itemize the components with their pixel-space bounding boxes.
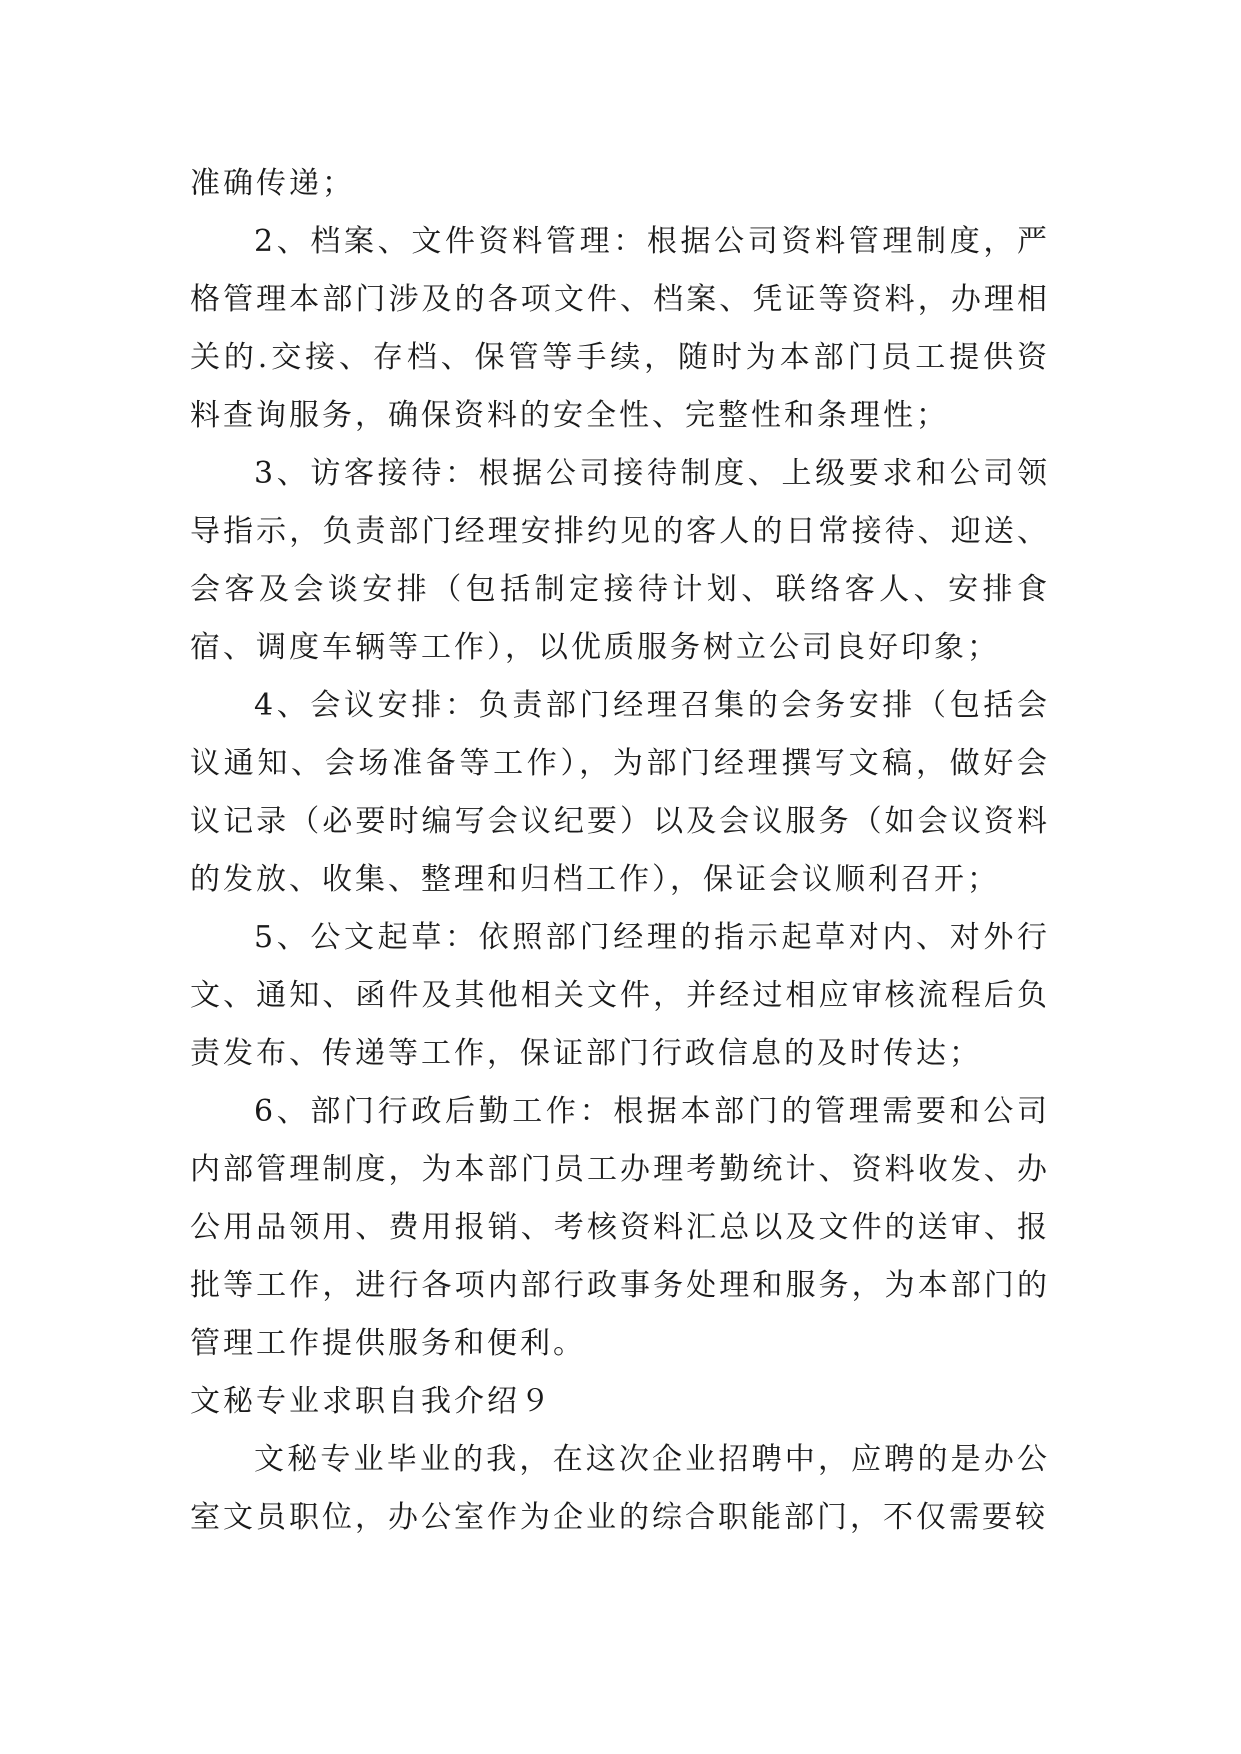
section-paragraph: 文秘专业毕业的我，在这次企业招聘中，应聘的是办公室文员职位，办公室作为企业的综合职能部门，不仅需要较 [190, 1442, 1050, 1535]
duty-item-drafting: 5、公文起草：依照部门经理的指示起草对内、对外行文、通知、函件及其他相关文件，并经过相应审核流程后负责发布、传递等工作，保证部门行政信息的及时传达； [190, 920, 1050, 1071]
duty-item-logistics: 6、部门行政后勤工作：根据本部门的管理需要和公司内部管理制度，为本部门员工办理考勤统计、资料收发、办公用品领用、费用报销、考核资料汇总以及文件的送审、报批等工作，进行各项内部行政事务处理和服务，为本部门的管理工作提供服务和便利。 [190, 1094, 1050, 1361]
section-heading: 文秘专业求职自我介绍９ [190, 1384, 553, 1419]
lead-fragment: 准确传递； [190, 166, 355, 201]
duty-item-meetings: 4、会议安排：负责部门经理召集的会务安排（包括会议通知、会场准备等工作），为部门经理撰写文稿，做好会议记录（必要时编写会议纪要）以及会议服务（如会议资料的发放、收集、整理和归档工作），保证会议顺利召开； [190, 688, 1050, 897]
document-body [190, 155, 1050, 1547]
duty-item-archives: 2、档案、文件资料管理：根据公司资料管理制度，严格管理本部门涉及的各项文件、档案、凭证等资料，办理相关的.交接、存档、保管等手续，随时为本部门员工提供资料查询服务，确保资料的安全性、完整性和条理性； [190, 224, 1050, 433]
duty-item-reception: 3、访客接待：根据公司接待制度、上级要求和公司领导指示，负责部门经理安排约见的客人的日常接待、迎送、会客及会谈安排（包括制定接待计划、联络客人、安排食宿、调度车辆等工作），以优质服务树立公司良好印象； [190, 456, 1050, 665]
